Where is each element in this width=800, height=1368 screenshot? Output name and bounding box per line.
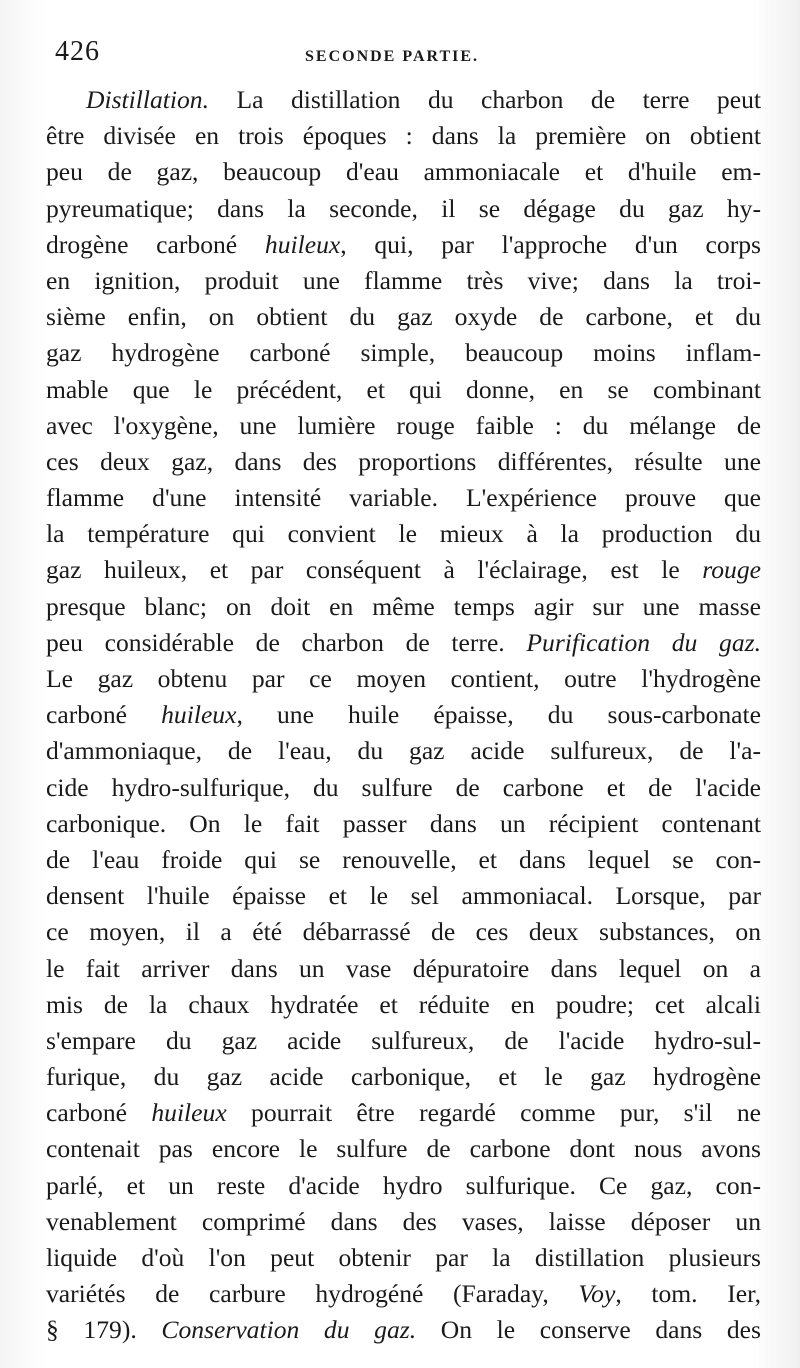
text-segment: liquide d'où l'on peut obtenir par la distillation plusieurs	[46, 1243, 761, 1272]
text-segment: ces deux gaz, dans des proportions différentes, résulte une	[46, 446, 761, 476]
text-line	[46, 1168, 761, 1204]
text-line	[46, 263, 761, 299]
text-line	[46, 191, 761, 227]
text-segment: gaz huileux, et par conséquent à l'éclairage, est le	[46, 555, 703, 585]
italic-term: rouge	[702, 555, 761, 585]
text-segment: Le gaz obtenu par ce moyen contient, outre l'hydrogène	[46, 664, 761, 693]
italic-term: huileux	[151, 1098, 227, 1128]
text-line	[46, 1240, 761, 1276]
text-segment: venablement comprimé dans des vases, laisse déposer un	[46, 1206, 761, 1236]
text-line	[46, 878, 761, 914]
text-segment: variétés de carbure hydrogéné (Faraday,	[46, 1279, 579, 1309]
text-line	[46, 154, 761, 190]
text-line	[46, 480, 761, 516]
text-line	[46, 1023, 761, 1059]
text-segment: pyreumatique; dans la seconde, il se dégage du gaz hy-	[46, 193, 761, 223]
page-header	[55, 36, 755, 76]
text-line	[46, 552, 761, 588]
text-segment: carbonique. On le fait passer dans un récipient contenant	[46, 808, 761, 838]
text-segment: densent l'huile épaisse et le sel ammoniacal. Lorsque, par	[46, 881, 761, 911]
text-segment: en ignition, produit une flamme très vive; dans la troi-	[46, 265, 761, 295]
text-segment: avec l'oxygène, une lumière rouge faible : du mélange de	[46, 410, 761, 440]
text-segment: carboné	[46, 1098, 152, 1128]
text-line	[46, 444, 761, 480]
text-line	[46, 589, 761, 625]
text-segment: , tom. Ier,	[615, 1279, 761, 1309]
text-line	[46, 516, 761, 552]
text-segment: de l'eau froide qui se renouvelle, et dans lequel se con-	[46, 844, 761, 874]
text-line	[46, 299, 761, 335]
text-line	[46, 1312, 761, 1348]
text-segment: , qui, par l'approche d'un corps	[340, 229, 761, 259]
text-segment: ce moyen, il a été débarrassé de ces deux substances, on	[46, 917, 761, 947]
text-segment: pourrait être regardé comme pur, s'il ne	[226, 1098, 761, 1128]
text-line	[46, 987, 761, 1023]
text-segment: cide hydro-sulfurique, du sulfure de carbone et de l'acide	[46, 772, 761, 802]
body-paragraph	[46, 82, 761, 1349]
text-line	[46, 661, 761, 697]
italic-term: huileux	[264, 229, 341, 259]
text-segment: d'ammoniaque, de l'eau, du gaz acide sulfureux, de l'a-	[46, 736, 761, 766]
italic-term: huileux	[161, 700, 237, 730]
italic-term: Voy	[578, 1279, 616, 1309]
text-line	[46, 806, 761, 842]
text-line	[46, 1204, 761, 1240]
text-segment: presque blanc; on doit en même temps agir sur une masse	[46, 591, 761, 621]
text-segment: peu de gaz, beaucoup d'eau ammoniacale et d'huile em-	[46, 157, 761, 187]
text-line	[46, 1059, 761, 1095]
text-segment: , une huile épaisse, du sous-carbonate	[236, 700, 761, 730]
text-segment: s'empare du gaz acide sulfureux, de l'acide hydro-sul-	[46, 1025, 761, 1055]
page-number: 426	[55, 36, 100, 67]
text-line	[46, 625, 761, 661]
italic-term: Purification du gaz.	[526, 627, 761, 657]
text-segment: contenait pas encore le sulfure de carbone dont nous avons	[46, 1134, 761, 1164]
text-segment: drogène carboné	[46, 229, 265, 259]
running-title: SECONDE PARTIE.	[305, 48, 480, 65]
text-line	[46, 842, 761, 878]
italic-term: Distillation.	[86, 85, 210, 114]
text-segment: peu considérable de charbon de terre.	[46, 627, 527, 657]
text-line	[46, 372, 761, 408]
text-segment: carboné	[46, 700, 162, 730]
text-segment: § 179).	[46, 1315, 162, 1345]
text-line	[46, 733, 761, 769]
text-segment: le fait arriver dans un vase dépuratoire dans lequel on a	[46, 953, 761, 983]
text-line	[46, 335, 761, 371]
text-line	[46, 227, 761, 263]
text-segment: être divisée en trois époques : dans la première on obtient	[46, 121, 761, 151]
text-segment: parlé, et un reste d'acide hydro sulfurique. Ce gaz, con-	[46, 1170, 761, 1200]
text-segment: La distillation du charbon de terre peut	[209, 85, 761, 114]
text-segment: la température qui convient le mieux à la production du	[46, 519, 761, 549]
text-segment: On le conserve dans des	[416, 1315, 761, 1345]
text-line	[46, 1095, 761, 1131]
text-segment: mable que le précédent, et qui donne, en se combinant	[46, 374, 761, 404]
text-segment: furique, du gaz acide carbonique, et le gaz hydrogène	[46, 1062, 761, 1092]
text-line	[46, 697, 761, 733]
text-line	[46, 408, 761, 444]
text-line	[46, 914, 761, 950]
text-segment: flamme d'une intensité variable. L'expérience prouve que	[46, 483, 761, 513]
text-line	[46, 770, 761, 806]
text-line	[46, 1276, 761, 1312]
text-line	[46, 951, 761, 987]
text-line	[46, 1131, 761, 1167]
text-segment: mis de la chaux hydratée et réduite en poudre; cet alcali	[46, 989, 761, 1019]
text-line	[46, 118, 761, 154]
text-line	[46, 82, 761, 118]
italic-term: Conservation du gaz.	[161, 1315, 417, 1345]
text-segment: gaz hydrogène carboné simple, beaucoup moins inflam-	[46, 338, 761, 368]
text-segment: sième enfin, on obtient du gaz oxyde de carbone, et du	[46, 302, 761, 332]
